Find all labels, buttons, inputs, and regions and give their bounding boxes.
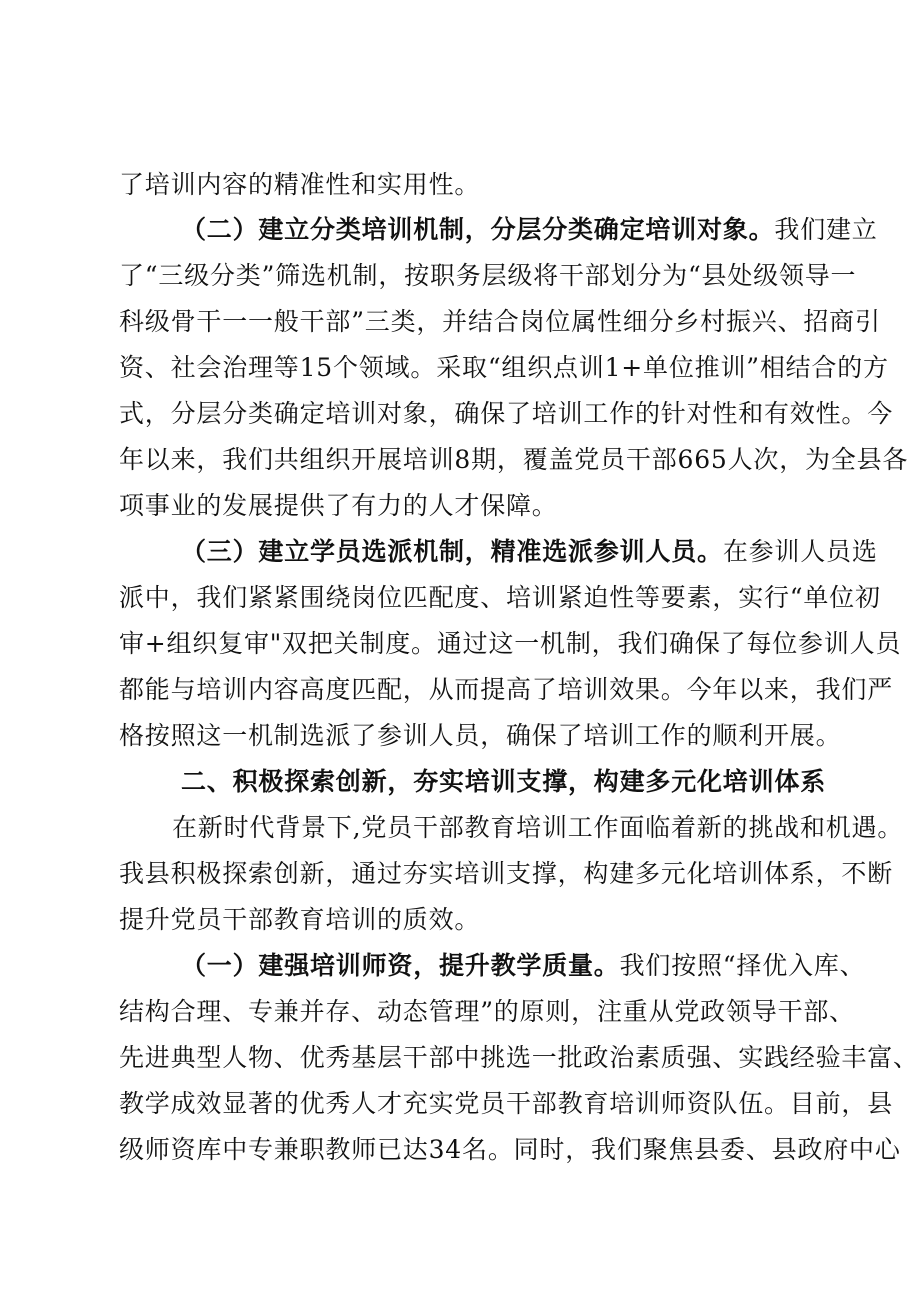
paragraph-line: 年以来，我们共组织开展培训8期，覆盖党员干部665人次，为全县各 bbox=[119, 445, 909, 474]
paragraph-line: 我县积极探索创新，通过夯实培训支撑，构建多元化培训体系，不断 bbox=[119, 859, 894, 888]
section-heading-line: （三）建立学员选派机制，精准选派参训人员。在参训人员选 bbox=[181, 537, 878, 566]
paragraph-line: 结构合理、专兼并存、动态管理”的原则，注重从党政领导干部、 bbox=[119, 997, 855, 1026]
paragraph-line: 了培训内容的精准性和实用性。 bbox=[119, 170, 481, 199]
paragraph-line: 科级骨干一一般干部”三类，并结合岗位属性细分乡村振兴、招商引 bbox=[119, 307, 881, 336]
paragraph-line: 先进典型人物、优秀基层干部中挑选一批政治素质强、实践经验丰富、 bbox=[119, 1043, 919, 1072]
chapter-heading-line: 二、积极探索创新，夯实培训支撑，构建多元化培训体系 bbox=[181, 767, 827, 796]
paragraph-line: 了“三级分类”筛选机制，按职务层级将干部划分为“县处级领导一 bbox=[119, 261, 857, 290]
paragraph-line: 资、社会治理等15个领域。采取“组织点训1+单位推训”相结合的方 bbox=[119, 353, 889, 382]
paragraph-line: 教学成效显著的优秀人才充实党员干部教育培训师资队伍。目前，县 bbox=[119, 1089, 894, 1118]
paragraph-line: 都能与培训内容高度匹配，从而提高了培训效果。今年以来，我们严 bbox=[119, 675, 894, 704]
paragraph-line: 审+组织复审"双把关制度。通过这一机制，我们确保了每位参训人员 bbox=[119, 629, 902, 658]
paragraph-line: 派中，我们紧紧围绕岗位匹配度、培训紧迫性等要素，实行“单位初 bbox=[119, 583, 881, 612]
paragraph-line: 式，分层分类确定培训对象，确保了培训工作的针对性和有效性。今 bbox=[119, 399, 894, 428]
paragraph-line: 在新时代背景下,党员干部教育培训工作面临着新的挑战和机遇。 bbox=[172, 813, 904, 842]
paragraph-line: 级师资库中专兼职教师已达34名。同时，我们聚焦县委、县政府中心 bbox=[119, 1135, 901, 1164]
paragraph-line: 项事业的发展提供了有力的人才保障。 bbox=[119, 491, 558, 520]
section-heading-line: （一）建强培训师资，提升教学质量。我们按照“择优入库、 bbox=[181, 951, 866, 980]
paragraph-line: 格按照这一机制选派了参训人员，确保了培训工作的顺利开展。 bbox=[119, 721, 842, 750]
section-heading-line: （二）建立分类培训机制，分层分类确定培训对象。我们建立 bbox=[181, 215, 878, 244]
paragraph-line: 提升党员干部教育培训的质效。 bbox=[119, 905, 481, 934]
